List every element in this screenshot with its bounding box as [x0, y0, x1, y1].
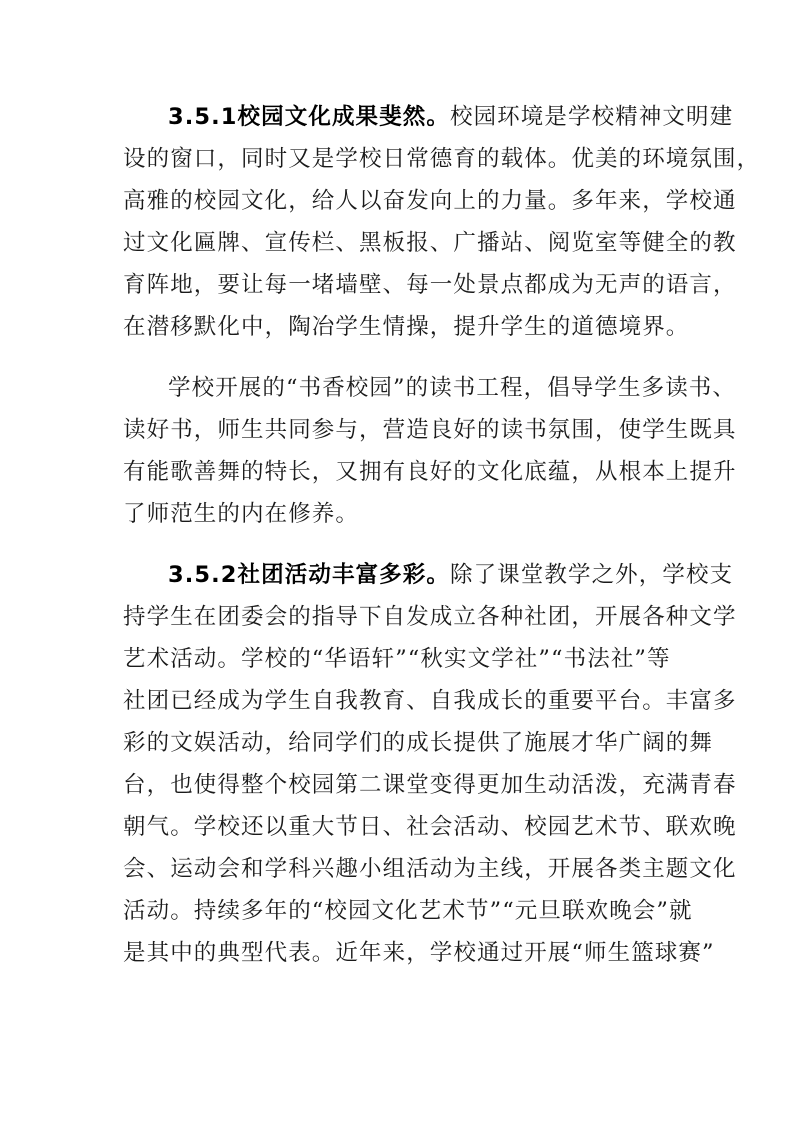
- line-text: 校园环境是学校精神文明建: [449, 104, 734, 130]
- paragraph-line: 读好书，师生共同参与，营造良好的读书氛围，使学生既具: [123, 417, 737, 443]
- paragraph-line: 彩的文娱活动，给同学们的成长提供了施展才华广阔的舞: [123, 730, 714, 756]
- paragraph-line: 育阵地，要让每一堵墙壁、每一处景点都成为无声的语言，: [123, 272, 737, 298]
- paragraph-line: 艺术活动。学校的“华语轩”“秋实文学社”“书法社”等: [123, 646, 671, 672]
- paragraph-line: 是其中的典型代表。近年来，学校通过开展“师生篮球赛”: [123, 940, 715, 966]
- line-text: 除了课堂教学之外，学校支: [449, 562, 734, 588]
- paragraph-line: 朝气。学校还以重大节日、社会活动、校园艺术节、联欢晚: [123, 814, 737, 840]
- paragraph-line: 在潜移默化中，陶冶学生情操，提升学生的道德境界。: [123, 314, 690, 340]
- paragraph-line: [168, 97, 734, 137]
- section-heading: 3.5.2社团活动丰富多彩。: [168, 562, 450, 588]
- paragraph-line: 高雅的校园文化，给人以奋发向上的力量。多年来，学校通: [123, 188, 737, 214]
- paragraph-line: 设的窗口，同时又是学校日常德育的载体。优美的环境氛围，: [123, 146, 761, 172]
- paragraph-line: 持学生在团委会的指导下自发成立各种社团，开展各种文学: [123, 604, 737, 630]
- section-heading: 3.5.1校园文化成果斐然。: [168, 104, 450, 130]
- paragraph-line: 社团已经成为学生自我教育、自我成长的重要平台。丰富多: [123, 688, 737, 714]
- paragraph-line: 会、运动会和学科兴趣小组活动为主线，开展各类主题文化: [123, 856, 737, 882]
- paragraph-line: 台，也使得整个校园第二课堂变得更加生动活泼，充满青春: [123, 772, 737, 798]
- paragraph-line: [168, 555, 734, 595]
- paragraph-line: 过文化匾牌、宣传栏、黑板报、广播站、阅览室等健全的教: [123, 230, 737, 256]
- paragraph-line: 活动。持续多年的“校园文化艺术节”“元旦联欢晚会”就: [123, 898, 693, 924]
- paragraph-line: 有能歌善舞的特长，又拥有良好的文化底蕴，从根本上提升: [123, 459, 737, 485]
- paragraph-line: 学校开展的“书香校园”的读书工程，倡导学生多读书、: [168, 375, 737, 401]
- paragraph-line: 了师范生的内在修养。: [123, 501, 360, 527]
